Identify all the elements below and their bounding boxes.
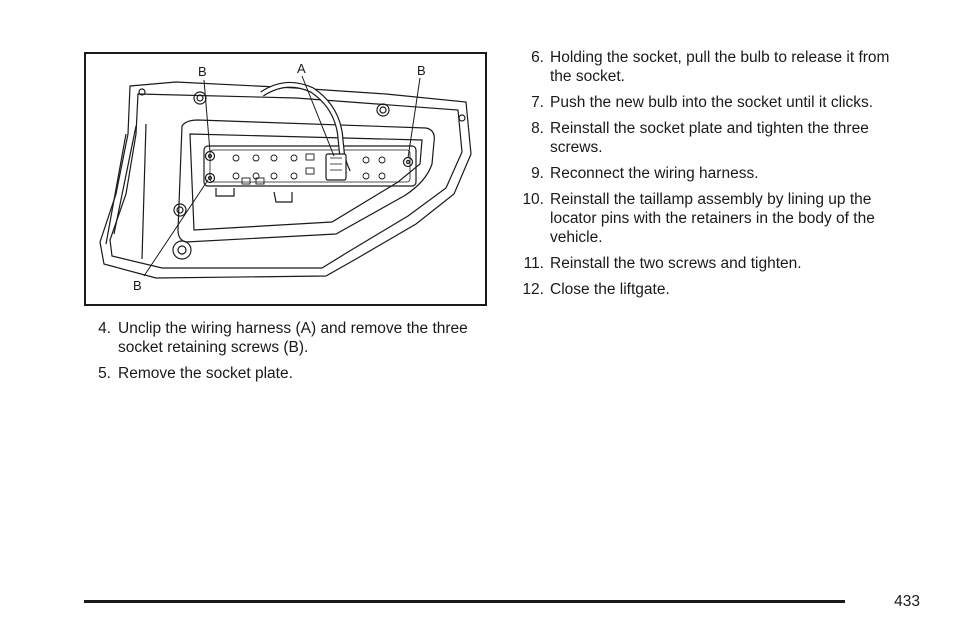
step-number: 9.	[531, 165, 544, 182]
callout-b-top-right: B	[417, 63, 426, 78]
step-text: Remove the socket plate.	[118, 365, 293, 382]
list-item	[512, 119, 912, 157]
list-item	[512, 48, 912, 86]
taillamp-socket-illustration	[84, 52, 487, 306]
step-number: 4.	[98, 320, 111, 337]
step-number: 7.	[531, 94, 544, 111]
list-item	[91, 364, 486, 383]
step-number: 12.	[522, 281, 544, 298]
callout-b-top-left: B	[198, 64, 207, 79]
footer-rule	[84, 600, 845, 603]
list-item	[512, 280, 912, 299]
bulb-sockets	[233, 154, 385, 184]
callout-a: A	[297, 61, 306, 76]
left-step-list	[91, 319, 486, 390]
page-number: 433	[894, 593, 920, 610]
step-number: 11.	[523, 255, 544, 272]
callout-b-bottom: B	[133, 278, 142, 293]
step-number: 8.	[531, 120, 544, 137]
right-step-list	[512, 48, 912, 306]
step-text: Reinstall the taillamp assembly by lining up the locator pins with the retainers in the body of the vehicle.	[550, 191, 875, 246]
retaining-screws	[206, 152, 413, 183]
step-text: Unclip the wiring harness (A) and remove the three socket retaining screws (B).	[118, 320, 468, 356]
list-item	[512, 254, 912, 273]
list-item	[91, 319, 486, 357]
step-text: Reinstall the socket plate and tighten the three screws.	[550, 120, 869, 156]
step-number: 6.	[531, 49, 544, 66]
step-text: Holding the socket, pull the bulb to release it from the socket.	[550, 49, 890, 85]
list-item	[512, 190, 912, 247]
step-number: 10.	[522, 191, 544, 208]
step-number: 5.	[98, 365, 111, 382]
socket-plate	[204, 146, 416, 186]
taillamp-diagram	[86, 54, 485, 304]
step-text: Close the liftgate.	[550, 281, 670, 298]
list-item	[512, 93, 912, 112]
step-text: Reinstall the two screws and tighten.	[550, 255, 802, 272]
step-text: Push the new bulb into the socket until it clicks.	[550, 94, 874, 111]
list-item	[512, 164, 912, 183]
step-text: Reconnect the wiring harness.	[550, 165, 759, 182]
